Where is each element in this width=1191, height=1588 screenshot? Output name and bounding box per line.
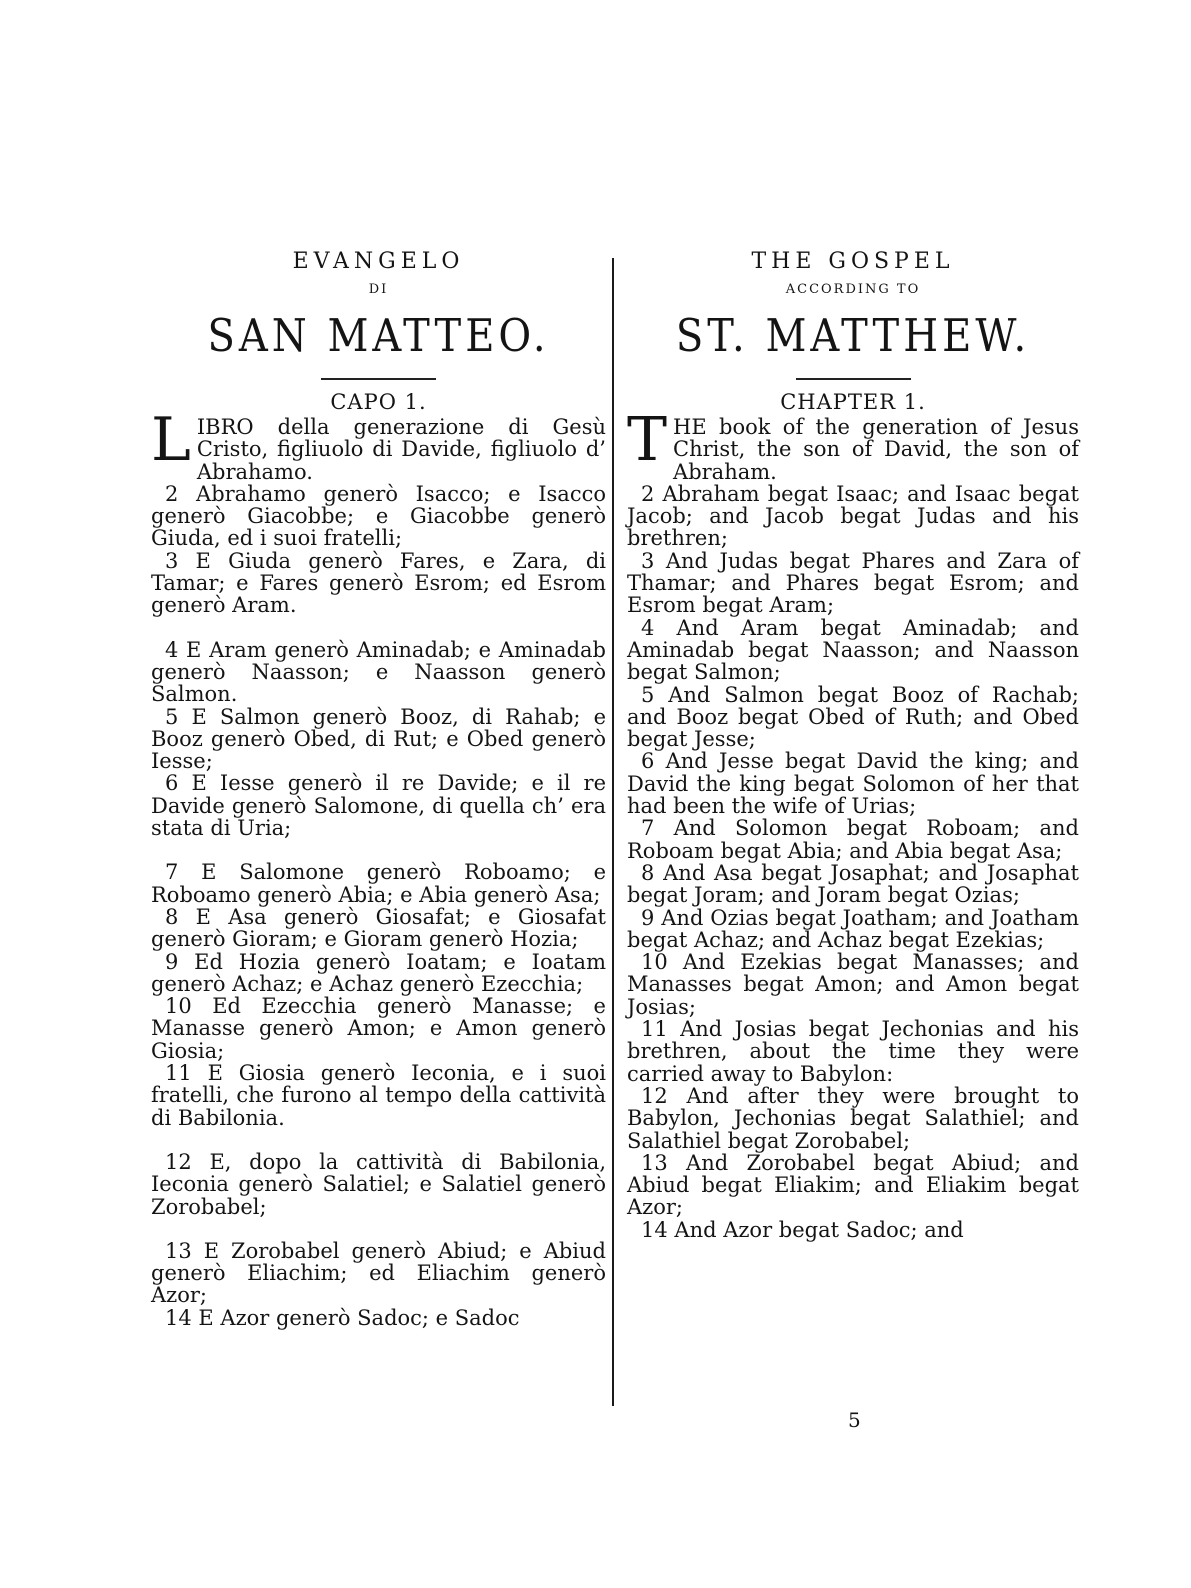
english-chapter-heading: CHAPTER 1. <box>780 390 926 414</box>
italian-verse: 11 E Giosia generò Ieconia, e i suoi fratelli, che furono al tempo della cattività di Babilonia. <box>151 1061 606 1130</box>
english-verse: 14 And Azor begat Sadoc; and <box>641 1217 964 1242</box>
column-divider <box>612 258 614 1406</box>
english-verse: 4 And Aram begat Aminadab; and Aminadab begat Naasson; and Naasson begat Salmon; <box>627 615 1079 685</box>
page-number: 5 <box>848 1408 861 1432</box>
italian-title-main: SAN MATTEO. <box>207 310 550 363</box>
italian-verse-1-text: IBRO della generazione di Gesù Cristo, figliuolo di Davide, figliuolo d’ Abrahamo. <box>196 415 606 484</box>
english-verse: 11 And Josias begat Jechonias and his brethren, about the time they were carried away to Babylon: <box>627 1017 1079 1086</box>
english-title-line2: ACCORDING TO <box>785 282 921 297</box>
italian-verse: 4 E Aram generò Aminadab; e Aminadab generò Naasson; e Naasson generò Salmon. <box>151 637 606 707</box>
italian-title-line2: DI <box>368 282 389 297</box>
italian-verse: 3 E Giuda generò Fares, e Zara, di Tamar; e Fares generò Esrom; ed Esrom generò Aram. <box>151 548 606 618</box>
italian-column <box>151 250 606 1329</box>
italian-verse-1 <box>151 405 606 484</box>
english-column <box>627 250 1079 1241</box>
english-title-line1: THE GOSPEL <box>751 249 955 274</box>
italian-verse: 13 E Zorobabel generò Abiud; e Abiud generò Eliachim; ed Eliachim generò Azor; <box>151 1238 606 1308</box>
italian-verse: 8 E Asa generò Giosafat; e Giosafat generò Gioram; e Gioram generò Hozia; <box>151 904 606 952</box>
italian-chapter-heading: CAPO 1. <box>330 390 427 414</box>
english-verse: 2 Abraham begat Isaac; and Isaac begat Jacob; and Jacob begat Judas and his brethren; <box>627 481 1079 551</box>
english-verse: 12 And after they were brought to Babylon, Jechonias begat Salathiel; and Salathiel begat Zorobabel; <box>627 1083 1079 1153</box>
english-verse: 6 And Jesse begat David the king; and David the king begat Solomon of her that had been the wife of Urias; <box>627 749 1079 819</box>
english-verse: 7 And Solomon begat Roboam; and Roboam begat Abia; and Abia begat Asa; <box>627 816 1079 863</box>
english-verse: 13 And Zorobabel begat Abiud; and Abiud begat Eliakim; and Eliakim begat Azor; <box>627 1150 1079 1220</box>
english-verse: 9 And Ozias begat Joatham; and Joatham begat Achaz; and Achaz begat Ezekias; <box>627 905 1079 952</box>
italian-verse: 5 E Salmon generò Booz, di Rahab; e Booz generò Obed, di Rut; e Obed generò Iesse; <box>151 704 606 774</box>
italian-verse: 12 E, dopo la cattività di Babilonia, Ieconia generò Salatiel; e Salatiel generò Zorobabel; <box>151 1149 606 1219</box>
italian-verse: 14 E Azor generò Sadoc; e Sadoc <box>165 1305 520 1330</box>
italian-title-line1: EVANGELO <box>292 249 465 274</box>
english-title-rule <box>796 378 911 380</box>
english-verse: 10 And Ezekias begat Manasses; and Manasses begat Amon; and Amon begat Josias; <box>627 950 1079 1019</box>
italian-verse: 2 Abrahamo generò Isacco; e Isacco generò Giacobbe; e Giacobbe generò Giuda, ed i suoi fratelli; <box>151 481 606 551</box>
english-dropcap: T <box>627 405 668 475</box>
english-verse: 8 And Asa begat Josaphat; and Josaphat begat Joram; and Joram begat Ozias; <box>627 860 1079 908</box>
english-verse-1 <box>627 405 1079 484</box>
italian-verse: 7 E Salomone generò Roboamo; e Roboamo generò Abia; e Abia generò Asa; <box>151 860 606 907</box>
english-verse: 3 And Judas begat Phares and Zara of Thamar; and Phares begat Esrom; and Esrom begat Aram; <box>627 548 1079 618</box>
italian-verse: 9 Ed Hozia generò Ioatam; e Ioatam generò Achaz; e Achaz generò Ezecchia; <box>151 949 606 996</box>
english-title-main: ST. MATTHEW. <box>675 310 1031 363</box>
italian-verse: 10 Ed Ezecchia generò Manasse; e Manasse generò Amon; e Amon generò Giosia; <box>151 994 606 1063</box>
italian-title-rule <box>321 378 436 380</box>
italian-verse: 6 E Iesse generò il re Davide; e il re Davide generò Salomone, di quella ch’ era stata di Uria; <box>151 771 606 841</box>
english-verse-1-text: HE book of the generation of Jesus Christ, the son of David, the son of Abraham. <box>673 415 1079 484</box>
italian-dropcap: L <box>151 405 191 475</box>
english-verse: 5 And Salmon begat Booz of Rachab; and Booz begat Obed of Ruth; and Obed begat Jesse; <box>627 682 1079 752</box>
